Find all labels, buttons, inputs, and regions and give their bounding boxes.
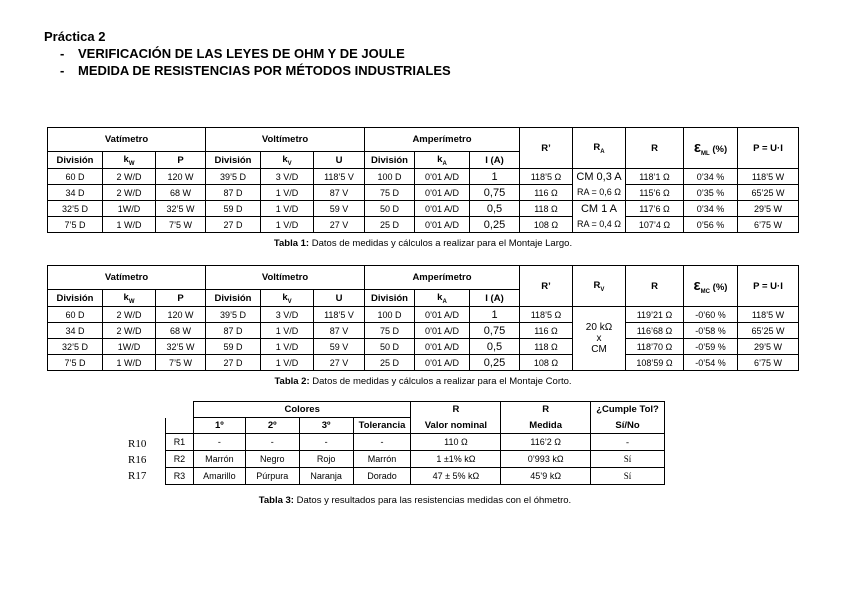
table-cell: 1 V/D (261, 217, 314, 233)
table-cell: Marrón (193, 451, 245, 468)
col-kv: $k_V$ (261, 290, 314, 307)
table-row (48, 339, 799, 355)
header-vatimetro: Vatímetro (48, 128, 206, 152)
table-cell: Marrón (353, 451, 411, 468)
table-cell: 87 D (206, 185, 261, 201)
table-cell: 118’1 Ω (626, 169, 684, 185)
table-cell: 7’5 D (48, 355, 103, 371)
table-cell: 1W/D (103, 339, 156, 355)
table-cell: 120 W (156, 169, 206, 185)
col-division: División (365, 290, 415, 307)
header-amperimetro: Amperímetro (365, 266, 520, 290)
table-cell: 60 D (48, 307, 103, 323)
header-r-medida: R (501, 402, 591, 418)
table-cell: 27 D (206, 355, 261, 371)
table-cell: 2 W/D (103, 323, 156, 339)
table-cell: 0,5 (470, 339, 520, 355)
col-division: División (206, 290, 261, 307)
header-amperimetro: Amperímetro (365, 128, 520, 152)
table-row (48, 217, 799, 233)
col-i: I (A) (470, 290, 520, 307)
table-cell: 27 V (314, 217, 365, 233)
table-cell: 6’75 W (738, 355, 799, 371)
table-cell: 118’5 Ω (520, 169, 573, 185)
table-cell: Sí/No (591, 418, 665, 434)
handwritten-resistor-labels: R10 R16 R17 (128, 438, 147, 482)
table-cell: R1 (166, 434, 194, 451)
table-cell: 0,75 (470, 323, 520, 339)
table-cell: 0,25 (470, 355, 520, 371)
table-cell: 116’2 Ω (501, 434, 591, 451)
header-colores: Colores (193, 402, 411, 418)
table-cell: 108’59 Ω (626, 355, 684, 371)
table-cell: - (591, 434, 665, 451)
ra-value: CM 0,3 A (573, 169, 626, 185)
table-cell: - (245, 434, 299, 451)
table-cell: 29’5 W (738, 201, 799, 217)
table-cell: 110 Ω (411, 434, 501, 451)
table-cell: 115’6 Ω (626, 185, 684, 201)
table-cell: Naranja (299, 468, 353, 485)
header-cumple: ¿Cumple Tol? (591, 402, 665, 418)
table-cell: Sí (591, 468, 665, 485)
table-row (48, 169, 799, 185)
table-cell: 87 V (314, 323, 365, 339)
table-cell: 25 D (365, 355, 415, 371)
header-r: R (626, 266, 684, 307)
header-r: R (626, 128, 684, 169)
col-division: División (365, 152, 415, 169)
table-cell: 6’75 W (738, 217, 799, 233)
header-epsilon-mc: $\varepsilon_{MC}$ (%) (684, 266, 738, 307)
header-voltimetro: Voltímetro (206, 128, 365, 152)
table-cell: 0’993 kΩ (501, 451, 591, 468)
table-cell: 1 ±1% kΩ (411, 451, 501, 468)
table-3-caption: Tabla 3: Datos y resultados para las resistencias medidas con el óhmetro. (258, 495, 572, 506)
table-cell: 59 V (314, 339, 365, 355)
header-rv: $R_V$ (573, 266, 626, 307)
table-cell: 75 D (365, 185, 415, 201)
table-cell: 118’5 V (314, 307, 365, 323)
table-cell: Sí (591, 451, 665, 468)
table-cell: - (193, 434, 245, 451)
table-cell: 27 D (206, 217, 261, 233)
table-cell: 3 V/D (261, 307, 314, 323)
table-cell: 0’56 % (684, 217, 738, 233)
header-epsilon-ml: $\varepsilon_{ML}$ (%) (684, 128, 738, 169)
table-cell: 1 V/D (261, 355, 314, 371)
table-cell: 119’21 Ω (626, 307, 684, 323)
table-resistencias (165, 401, 665, 485)
ra-value: RA = 0,6 Ω (573, 185, 626, 201)
header-vatimetro: Vatímetro (48, 266, 206, 290)
col-ka: $k_A$ (415, 290, 470, 307)
table-cell: -0’59 % (684, 339, 738, 355)
table-cell: Medida (501, 418, 591, 434)
table-cell: 116’68 Ω (626, 323, 684, 339)
table-cell: - (353, 434, 411, 451)
table-cell: 60 D (48, 169, 103, 185)
header-rprime: R’ (520, 128, 573, 169)
table-cell: 0,75 (470, 185, 520, 201)
page-title: Práctica 2 (44, 29, 106, 44)
table-cell: 65’25 W (738, 185, 799, 201)
table-cell: 87 D (206, 323, 261, 339)
col-u: U (314, 290, 365, 307)
col-p: P (156, 290, 206, 307)
table-cell: 25 D (365, 217, 415, 233)
table-cell: 47 ± 5% kΩ (411, 468, 501, 485)
table-cell: -0’54 % (684, 355, 738, 371)
table-row (48, 355, 799, 371)
table-cell: 2 W/D (103, 169, 156, 185)
table-row (166, 468, 665, 485)
table-cell: 1 (470, 169, 520, 185)
table-cell: -0’58 % (684, 323, 738, 339)
table-cell: Dorado (353, 468, 411, 485)
table-cell: Rojo (299, 451, 353, 468)
table-cell: 45’9 kΩ (501, 468, 591, 485)
table-cell: 32’5 W (156, 339, 206, 355)
table-cell: Amarillo (193, 468, 245, 485)
table-montaje-largo (47, 127, 799, 233)
table-cell: 68 W (156, 185, 206, 201)
table-cell: 1 W/D (103, 355, 156, 371)
table-cell: 59 D (206, 201, 261, 217)
col-color-2: 2º (245, 418, 299, 434)
header-ra: $R_A$ (573, 128, 626, 169)
table-row (166, 451, 665, 468)
table-cell: 100 D (365, 307, 415, 323)
table-cell: 108 Ω (520, 217, 573, 233)
table-cell: Valor nominal (411, 418, 501, 434)
table-cell: 0’01 A/D (415, 217, 470, 233)
table-row (166, 434, 665, 451)
table-cell: 3 V/D (261, 169, 314, 185)
table-row (48, 307, 799, 323)
header-rprime: R’ (520, 266, 573, 307)
objectives-list (60, 45, 451, 79)
col-i: I (A) (470, 152, 520, 169)
table-cell: 65’25 W (738, 323, 799, 339)
table-cell: 1 V/D (261, 185, 314, 201)
table-cell: 0’01 A/D (415, 185, 470, 201)
table-cell: 2 W/D (103, 185, 156, 201)
table-cell: 39’5 D (206, 169, 261, 185)
table-row (48, 201, 799, 217)
table-cell: 39’5 D (206, 307, 261, 323)
table-1-caption: Tabla 1: Datos de medidas y cálculos a realizar para el Montaje Largo. (273, 238, 573, 249)
col-p: P (156, 152, 206, 169)
table-cell: 120 W (156, 307, 206, 323)
table-cell: 29’5 W (738, 339, 799, 355)
table-cell: R2 (166, 451, 194, 468)
col-kv: $k_V$ (261, 152, 314, 169)
col-tolerancia: Tolerancia (353, 418, 411, 434)
table-cell: 0’01 A/D (415, 355, 470, 371)
table-cell: 118 Ω (520, 339, 573, 355)
col-ka: $k_A$ (415, 152, 470, 169)
table-cell: 1 W/D (103, 217, 156, 233)
table-cell: Negro (245, 451, 299, 468)
table-cell: 0’01 A/D (415, 323, 470, 339)
table-cell: - (299, 434, 353, 451)
table-cell: -0’60 % (684, 307, 738, 323)
table-cell: 0,25 (470, 217, 520, 233)
table-cell: 117’6 Ω (626, 201, 684, 217)
table-cell: 50 D (365, 339, 415, 355)
table-row (48, 185, 799, 201)
table-cell: 0,5 (470, 201, 520, 217)
table-cell: 118’5 Ω (520, 307, 573, 323)
table-cell: 116 Ω (520, 323, 573, 339)
table-montaje-corto (47, 265, 799, 371)
col-division: División (48, 152, 103, 169)
table-cell: 34 D (48, 185, 103, 201)
table-cell (166, 402, 194, 418)
table-cell: 118 Ω (520, 201, 573, 217)
table-cell: 87 V (314, 185, 365, 201)
table-cell: 68 W (156, 323, 206, 339)
col-division: División (206, 152, 261, 169)
table-cell: 7’5 W (156, 355, 206, 371)
table-cell: 0’01 A/D (415, 307, 470, 323)
header-voltimetro: Voltímetro (206, 266, 365, 290)
table-cell: 116 Ω (520, 185, 573, 201)
table-cell: 100 D (365, 169, 415, 185)
table-cell: 0’34 % (684, 169, 738, 185)
table-cell: 107’4 Ω (626, 217, 684, 233)
rv-value: 20 kΩ x CM (573, 307, 626, 371)
table-cell: 32’5 D (48, 201, 103, 217)
col-u: U (314, 152, 365, 169)
ra-value: CM 1 A (573, 201, 626, 217)
col-division: División (48, 290, 103, 307)
col-color-3: 3º (299, 418, 353, 434)
table-cell: 32’5 W (156, 201, 206, 217)
table-cell: 27 V (314, 355, 365, 371)
table-cell: 118’5 W (738, 307, 799, 323)
col-kw: $k_W$ (103, 290, 156, 307)
header-power: P = U·I (738, 266, 799, 307)
table-cell: 1 V/D (261, 339, 314, 355)
table-cell: 7’5 W (156, 217, 206, 233)
table-cell: 2 W/D (103, 307, 156, 323)
table-cell: 50 D (365, 201, 415, 217)
table-cell: 34 D (48, 323, 103, 339)
table-cell: 1 V/D (261, 323, 314, 339)
header-power: P = U·I (738, 128, 799, 169)
col-color-1: 1º (193, 418, 245, 434)
header-r-nominal: R (411, 402, 501, 418)
col-kw: $k_W$ (103, 152, 156, 169)
table-cell: 59 V (314, 201, 365, 217)
table-cell: 0’34 % (684, 201, 738, 217)
table-cell: 59 D (206, 339, 261, 355)
table-cell: 118’5 W (738, 169, 799, 185)
table-cell: 1 V/D (261, 201, 314, 217)
table-cell: 1W/D (103, 201, 156, 217)
objective-item: - MEDIDA DE RESISTENCIAS POR MÉTODOS INDUSTRIALES (60, 63, 451, 78)
table-cell: 0’01 A/D (415, 339, 470, 355)
table-row (48, 323, 799, 339)
table-cell: 1 (470, 307, 520, 323)
table-cell: 0’01 A/D (415, 169, 470, 185)
table-cell: R3 (166, 468, 194, 485)
table-cell: 75 D (365, 323, 415, 339)
table-cell: 118’70 Ω (626, 339, 684, 355)
table-cell: 0’35 % (684, 185, 738, 201)
table-2-caption: Tabla 2: Datos de medidas y cálculos a realizar para el Montaje Corto. (274, 376, 572, 387)
objective-item: - VERIFICACIÓN DE LAS LEYES DE OHM Y DE JOULE (60, 46, 405, 61)
table-cell: 118’5 V (314, 169, 365, 185)
table-cell: 32’5 D (48, 339, 103, 355)
ra-value: RA = 0,4 Ω (573, 217, 626, 233)
table-cell (166, 418, 194, 434)
table-cell: 108 Ω (520, 355, 573, 371)
table-cell: 7’5 D (48, 217, 103, 233)
table-cell: Púrpura (245, 468, 299, 485)
table-cell: 0’01 A/D (415, 201, 470, 217)
